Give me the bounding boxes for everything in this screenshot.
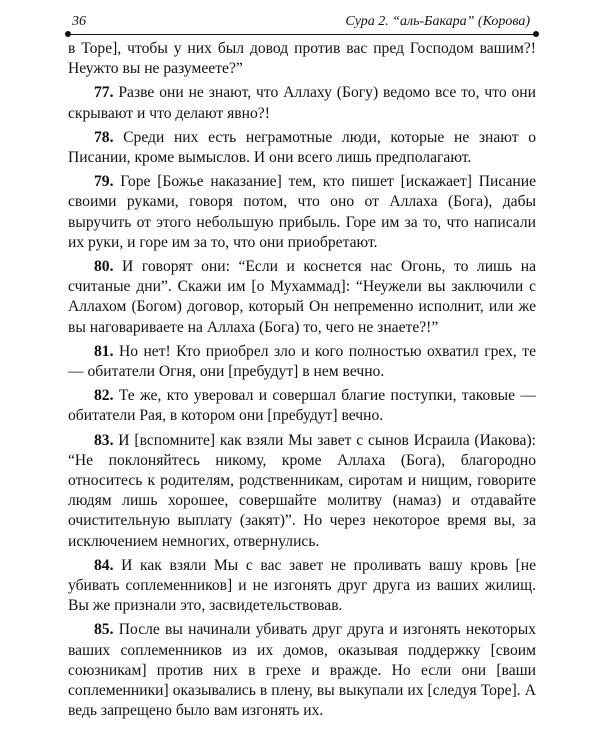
verse-text: Разве они не знают, что Аллаху (Богу) ведомо все то, что они скрывают и что делают явно?!: [68, 84, 536, 122]
document-page: [68, 10, 536, 726]
verse-number: 85.: [94, 621, 114, 639]
verse-number: 83.: [94, 431, 114, 449]
verse-number: 82.: [94, 387, 114, 405]
rule-dot-right: [533, 31, 539, 37]
verse-text: И [вспомните] как взяли Мы завет с сынов Исраила (Иакова): “Не поклоняйтесь никому, кроме Аллаха (Бога), благородно относитесь к родителям, родственникам, сиротам и нищим, говорите людям лишь хорошее, совершайте молитву (намаз) и отдавайте очистительную выплату (закят)”. Но через некоторое время вы, за исключением немногих, отвернулись.: [68, 431, 536, 550]
body-text: [68, 39, 536, 722]
verse-85: [68, 620, 536, 721]
verse-number: 81.: [94, 342, 114, 360]
verse-81: [68, 342, 536, 382]
verse-number: 80.: [94, 258, 114, 276]
header-rule: [68, 34, 536, 35]
paragraph-continuation: [68, 39, 536, 79]
verse-text: Но нет! Кто приобрел зло и кого полностью охватил грех, те — обитатели Огня, они [пребудут] в нем вечно.: [68, 342, 536, 381]
verse-78: [68, 128, 536, 168]
verse-80: [68, 257, 536, 338]
verse-79: [68, 172, 536, 253]
verse-number: 84.: [94, 556, 114, 574]
verse-text: После вы начинали убивать друг друга и изгонять некоторых ваших соплеменников из их домов, оказывая поддержку [своим союзникам] против них в грехе и вражде. Но если они [ваши соплеменники] оказывались в плену, вы выкупали их [следуя Торе]. А ведь запрещено было вам изгонять их.: [68, 621, 536, 720]
page-header: [68, 10, 536, 34]
verse-text: Среди них есть неграмотные люди, которые не знают о Писании, кроме вымыслов. И они всего лишь предполагают.: [68, 128, 536, 167]
verse-text: Те же, кто уверовал и совершал благие поступки, таковые — обитатели Рая, в котором они [пребудут] вечно.: [68, 387, 536, 425]
verse-number: 77.: [94, 84, 114, 102]
page-number: 36: [72, 14, 86, 29]
running-title: Сура 2. “аль-Бакара” (Корова): [345, 14, 530, 29]
paragraph-text: в Торе], чтобы у них был довод против вас пред Господом вашим?! Неужто вы не разумеете?”: [68, 40, 536, 78]
verse-text: И как взяли Мы с вас завет не проливать вашу кровь [не убивать соплеменников] и не изгонять друг друга из ваших жилищ. Вы же признали это, засвидетельствовав.: [68, 556, 536, 615]
verse-number: 79.: [94, 173, 114, 191]
rule-dot-left: [65, 31, 71, 37]
verse-77: [68, 83, 536, 123]
verse-83: [68, 431, 536, 552]
verse-text: И говорят они: “Если и коснется нас Огонь, то лишь на считаные дни”. Скажи им [о Мухаммад]: “Неужели вы заключили с Аллахом (Богом) договор, который Он непременно исполнит, или же вы наговариваете на Аллаха (Бога) то, чего не знаете?!”: [68, 258, 536, 336]
verse-82: [68, 386, 536, 426]
verse-84: [68, 556, 536, 617]
verse-text: Горе [Божье наказание] тем, кто пишет [искажает] Писание своими руками, говоря потом, что оно от Аллаха (Бога), дабы выручить от этого небольшую прибыль. Горе им за то, что написали их руки, и горе им за то, что они приобретают.: [68, 173, 536, 251]
verse-number: 78.: [94, 128, 114, 146]
